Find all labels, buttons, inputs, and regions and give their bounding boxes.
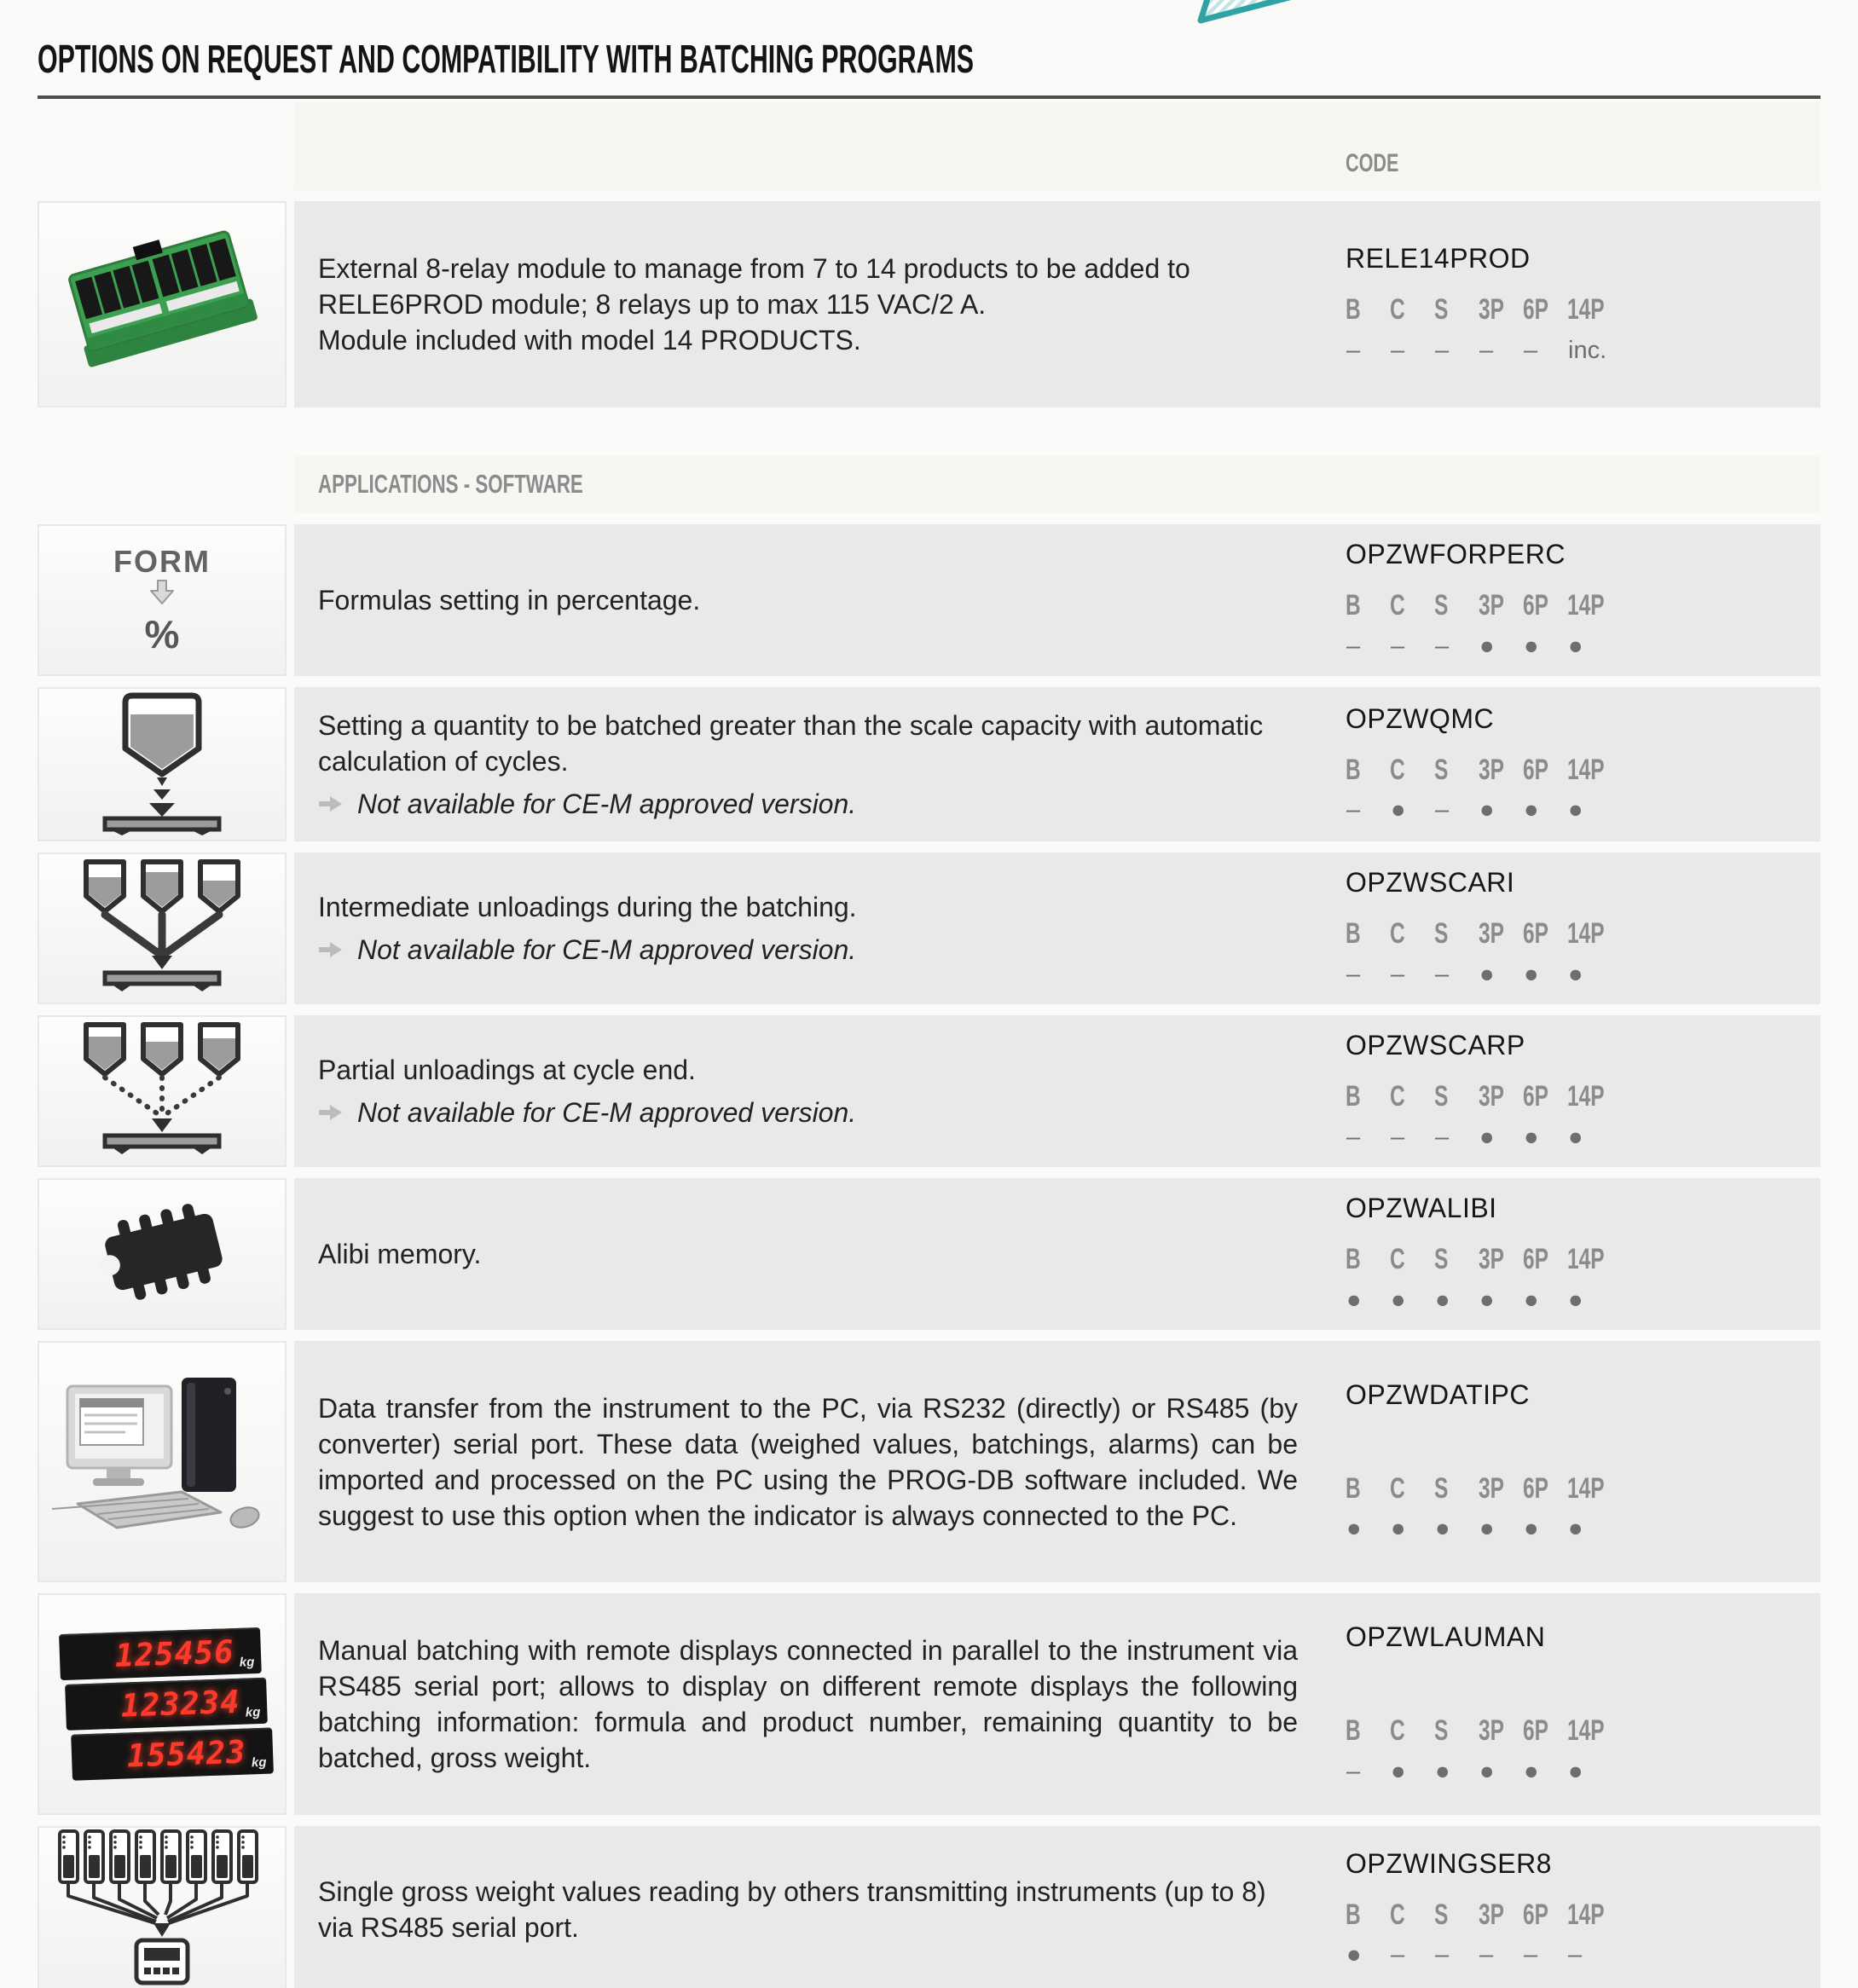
matrix-value: ● (1568, 1515, 1583, 1542)
down-arrow-icon (148, 580, 176, 605)
matrix-column-header: S (1434, 1243, 1449, 1275)
matrix-value: – (1435, 336, 1450, 364)
matrix-column-header: C (1390, 1714, 1405, 1747)
compatibility-matrix (1346, 589, 1820, 662)
note-arrow-icon (318, 795, 344, 813)
matrix-value: inc. (1568, 336, 1607, 364)
matrix-value: ● (1435, 1286, 1450, 1314)
matrix-value: ● (1568, 1286, 1583, 1314)
code-block (1346, 1341, 1820, 1582)
table-row (38, 1826, 1820, 1988)
row-image-box (38, 852, 287, 1004)
product-code: OPZWDATIPC (1346, 1378, 1530, 1410)
product-code: OPZWALIBI (1346, 1193, 1497, 1223)
matrix-value: ● (1346, 1286, 1362, 1314)
table-header-row (38, 101, 1820, 190)
row-image-box (38, 687, 287, 841)
matrix-value: ● (1524, 960, 1539, 988)
code-block (1346, 1826, 1820, 1988)
matrix-column-header: B (1346, 1898, 1361, 1931)
matrix-column-header: 6P (1523, 753, 1548, 786)
memory-chip-icon (72, 1184, 252, 1325)
matrix-column-header: 14P (1567, 917, 1605, 950)
table-row (38, 852, 1820, 1004)
matrix-value: – (1435, 1941, 1450, 1968)
matrix-column-header: 6P (1523, 917, 1548, 950)
title-rule (38, 95, 1820, 99)
matrix-column-header: C (1390, 1471, 1405, 1505)
matrix-value: ● (1524, 1123, 1539, 1151)
matrix-column-header: 14P (1567, 293, 1605, 326)
matrix-value: ● (1435, 1757, 1450, 1785)
matrix-value: ● (1391, 1757, 1406, 1785)
matrix-column-header: 3P (1479, 1898, 1504, 1931)
matrix-value: – (1346, 960, 1361, 988)
row-description: Intermediate unloadings during the batching. Not available for CE-M approved version. (294, 852, 1346, 1004)
matrix-value: – (1346, 796, 1361, 824)
product-code: RELE14PROD (1346, 243, 1531, 274)
compatibility-matrix (1346, 1472, 1820, 1545)
remote-displays-photo (59, 1627, 265, 1781)
page-title: OPTIONS ON REQUEST AND COMPATIBILITY WITH BATCHING PROGRAMS (38, 37, 975, 81)
matrix-value: ● (1391, 796, 1406, 824)
transmitting-instruments-icon (53, 1828, 271, 1988)
teal-corner-ribbon-icon (1187, 0, 1332, 29)
section-header-row (38, 455, 1820, 513)
matrix-column-header: 14P (1567, 1898, 1605, 1931)
matrix-column-header: 3P (1479, 753, 1504, 786)
matrix-column-header: S (1434, 753, 1449, 786)
matrix-column-header: B (1346, 1243, 1361, 1275)
matrix-value: ● (1568, 1123, 1583, 1151)
table-row (38, 1015, 1820, 1167)
form-percentage-icon: FORM % (113, 543, 211, 656)
row-description: Partial unloadings at cycle end. Not available for CE-M approved version. (294, 1015, 1346, 1167)
matrix-value: ● (1568, 632, 1583, 660)
table-row (38, 687, 1820, 841)
matrix-column-header: C (1390, 753, 1405, 786)
matrix-column-header: 3P (1479, 1714, 1504, 1747)
matrix-value: ● (1524, 1757, 1539, 1785)
matrix-column-header: 14P (1567, 589, 1605, 621)
matrix-value: ● (1479, 960, 1495, 988)
matrix-value: – (1479, 336, 1494, 364)
matrix-value: – (1524, 1941, 1538, 1968)
ce-m-note: Not available for CE-M approved version. (318, 932, 1298, 968)
matrix-value: – (1346, 336, 1361, 364)
matrix-value: ● (1524, 632, 1539, 660)
row-description: Single gross weight values reading by others transmitting instruments (up to 8) via RS485 serial port. (318, 1875, 1266, 1943)
matrix-value: ● (1479, 796, 1495, 824)
remote-display: 123234 kg (65, 1678, 268, 1731)
matrix-column-header: 14P (1567, 1243, 1605, 1275)
matrix-column-header: 6P (1523, 1898, 1548, 1931)
matrix-column-header: B (1346, 917, 1361, 950)
matrix-column-header: S (1434, 1898, 1449, 1931)
table-row (38, 1178, 1820, 1330)
matrix-value: – (1346, 1757, 1361, 1785)
matrix-column-header: 3P (1479, 1080, 1504, 1112)
note-arrow-icon (318, 940, 344, 959)
matrix-column-header: 6P (1523, 1243, 1548, 1275)
matrix-column-header: B (1346, 1471, 1361, 1505)
matrix-column-header: C (1390, 589, 1405, 621)
product-code: OPZWSCARI (1346, 867, 1515, 898)
note-arrow-icon (318, 1103, 344, 1122)
matrix-column-header: S (1434, 1714, 1449, 1747)
compatibility-matrix (1346, 1080, 1820, 1153)
table-row (38, 1593, 1820, 1815)
matrix-column-header: C (1390, 293, 1405, 326)
code-column-header: CODE (1346, 149, 1399, 177)
hopper-cycles-icon (81, 689, 243, 840)
matrix-column-header: 3P (1479, 917, 1504, 950)
matrix-value: – (1346, 632, 1361, 660)
matrix-column-header: S (1434, 293, 1449, 326)
matrix-column-header: C (1390, 1898, 1405, 1931)
matrix-column-header: 3P (1479, 293, 1504, 326)
matrix-column-header: C (1390, 1243, 1405, 1275)
matrix-column-header: 6P (1523, 1080, 1548, 1112)
ce-m-note: Not available for CE-M approved version. (318, 786, 1298, 822)
matrix-value: – (1391, 960, 1405, 988)
table-row (38, 1341, 1820, 1582)
partial-unloadings-icon (71, 1018, 253, 1165)
matrix-value: ● (1391, 1515, 1406, 1542)
matrix-column-header: S (1434, 917, 1449, 950)
matrix-value: ● (1479, 632, 1495, 660)
section-header: APPLICATIONS - SOFTWARE (318, 469, 583, 499)
matrix-value: ● (1346, 1515, 1362, 1542)
row-image-box (38, 1826, 287, 1988)
matrix-column-header: 6P (1523, 1714, 1548, 1747)
matrix-column-header: 6P (1523, 293, 1548, 326)
matrix-value: ● (1479, 1757, 1495, 1785)
matrix-column-header: B (1346, 1714, 1361, 1747)
row-image-box (38, 1593, 287, 1815)
matrix-column-header: 14P (1567, 1714, 1605, 1747)
table-row (38, 524, 1820, 676)
row-image-box (38, 1015, 287, 1167)
compatibility-matrix (1346, 293, 1820, 366)
matrix-value: – (1479, 1941, 1494, 1968)
matrix-column-header: 14P (1567, 1080, 1605, 1112)
row-description: Alibi memory. (318, 1239, 482, 1269)
matrix-column-header: C (1390, 917, 1405, 950)
matrix-column-header: C (1390, 1080, 1405, 1112)
matrix-column-header: B (1346, 753, 1361, 786)
relay-module-photo (55, 217, 269, 392)
matrix-value: ● (1479, 1286, 1495, 1314)
matrix-column-header: 3P (1479, 1243, 1504, 1275)
row-description: Manual batching with remote displays connected in parallel to the instrument via RS485 serial port; allows to display on different remote displays the following batching information: formula and product number, remaining quantity to be batched, gross weight. (318, 1635, 1298, 1773)
row-image-box (38, 524, 287, 676)
compatibility-matrix (1346, 1243, 1820, 1315)
row-description: Formulas setting in percentage. (318, 585, 701, 615)
matrix-column-header: 6P (1523, 589, 1548, 621)
matrix-value: ● (1568, 796, 1583, 824)
matrix-value: ● (1479, 1515, 1495, 1542)
matrix-value: – (1524, 336, 1538, 364)
row-image-box (38, 201, 287, 407)
matrix-column-header: S (1434, 589, 1449, 621)
matrix-column-header: 14P (1567, 1471, 1605, 1505)
matrix-value: ● (1568, 960, 1583, 988)
matrix-value: ● (1568, 1757, 1583, 1785)
product-code: OPZWINGSER8 (1346, 1847, 1552, 1879)
remote-display: 155423 kg (71, 1728, 274, 1781)
matrix-column-header: S (1434, 1080, 1449, 1112)
header-spacer (38, 101, 287, 190)
matrix-column-header: B (1346, 1080, 1361, 1112)
matrix-column-header: 3P (1479, 1471, 1504, 1505)
matrix-column-header: S (1434, 1471, 1449, 1505)
matrix-value: – (1391, 1941, 1405, 1968)
pc-photo (52, 1362, 272, 1561)
code-block (1346, 1015, 1820, 1167)
matrix-column-header: B (1346, 589, 1361, 621)
matrix-value: ● (1524, 796, 1539, 824)
matrix-value: – (1435, 632, 1450, 660)
matrix-value: ● (1479, 1123, 1495, 1151)
matrix-column-header: 6P (1523, 1471, 1548, 1505)
matrix-value: ● (1346, 1941, 1362, 1968)
product-code: OPZWLAUMAN (1346, 1621, 1546, 1652)
matrix-value: – (1346, 1123, 1361, 1151)
code-block (1346, 687, 1820, 841)
code-block (1346, 201, 1820, 407)
section-spacer (38, 455, 287, 513)
matrix-column-header: 14P (1567, 753, 1605, 786)
matrix-value: ● (1391, 1286, 1406, 1314)
matrix-value: ● (1524, 1515, 1539, 1542)
product-code: OPZWFORPERC (1346, 539, 1566, 569)
compatibility-matrix (1346, 1714, 1820, 1787)
product-code: OPZWQMC (1346, 702, 1495, 734)
remote-display: 125456 kg (59, 1627, 262, 1680)
compatibility-matrix (1346, 754, 1820, 826)
matrix-value: ● (1524, 1286, 1539, 1314)
code-block (1346, 524, 1820, 676)
ce-m-note: Not available for CE-M approved version. (318, 1095, 1298, 1130)
row-image-box (38, 1178, 287, 1330)
matrix-value: ● (1435, 1515, 1450, 1542)
matrix-column-header: B (1346, 293, 1361, 326)
matrix-value: – (1391, 336, 1405, 364)
intermediate-unloadings-icon (71, 855, 253, 1003)
product-code: OPZWSCARP (1346, 1030, 1525, 1060)
code-block (1346, 1593, 1820, 1815)
matrix-value: – (1391, 1123, 1405, 1151)
compatibility-matrix (1346, 917, 1820, 990)
row-image-box (38, 1341, 287, 1582)
row-description: Data transfer from the instrument to the PC, via RS232 (directly) or RS485 (by converter) serial port. These data (weighed values, batchings, alarms) can be imported and processed on the PC using the PROG-DB software included. We suggest to use this option when the indicator is always connected to the PC. (318, 1392, 1298, 1531)
code-block (1346, 852, 1820, 1004)
matrix-value: – (1435, 796, 1450, 824)
matrix-column-header: 3P (1479, 589, 1504, 621)
table-row (38, 201, 1820, 407)
matrix-value: – (1568, 1941, 1583, 1968)
row-description: External 8-relay module to manage from 7 to 14 products to be added to RELE6PROD module; 8 relays up to max 115 VAC/2 A. Module included with model 14 PRODUCTS. (318, 253, 1190, 355)
compatibility-matrix (1346, 1898, 1820, 1971)
row-description: Setting a quantity to be batched greater than the scale capacity with automatic calculation of cycles. Not available for CE-M approved version. (294, 687, 1346, 841)
matrix-value: – (1391, 632, 1405, 660)
matrix-value: – (1435, 1123, 1450, 1151)
matrix-value: – (1435, 960, 1450, 988)
code-block (1346, 1178, 1820, 1330)
